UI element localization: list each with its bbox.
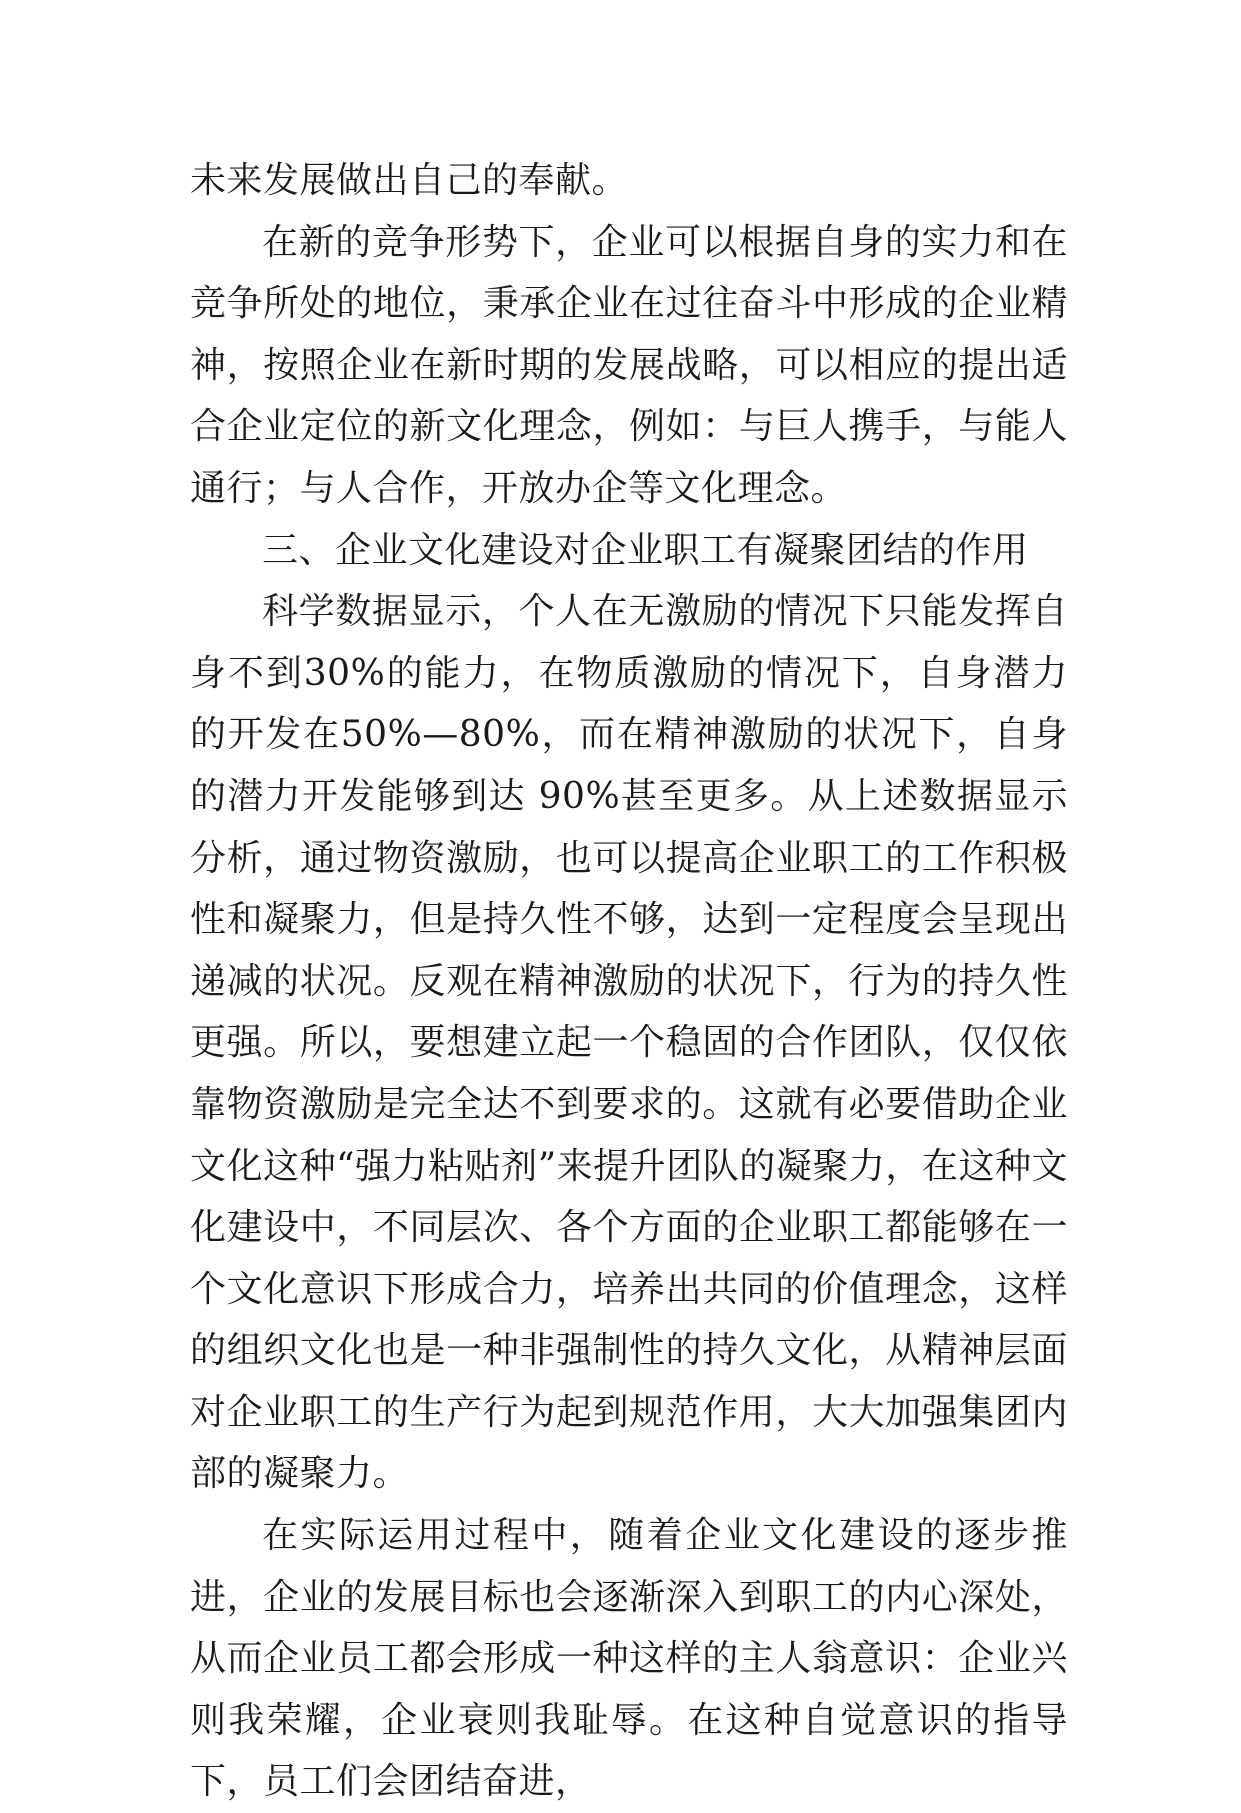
document-body: [190, 150, 1068, 1813]
paragraph-continuation: 未来发展做出自己的奉献。: [190, 160, 629, 201]
paragraph-competition: 在新的竞争形势下，企业可以根据自身的实力和在竞争所处的地位，秉承企业在过往奋斗中形成的企业精神，按照企业在新时期的发展战略，可以相应的提出适合企业定位的新文化理念，例如：与巨人携手，与能人通行；与人合作，开放办企等文化理念。: [190, 221, 1068, 509]
paragraph-motivation-data: 科学数据显示，个人在无激励的情况下只能发挥自身不到30%的能力，在物质激励的情况下，自身潜力的开发在50%—80%，而在精神激励的状况下，自身的潜力开发能够到达 90%甚至更多。从上述数据显示分析，通过物资激励，也可以提高企业职工的工作积极性和凝聚力，但是持久性不够，达到一定程度会呈现出递减的状况。反观在精神激励的状况下，行为的持久性更强。所以，要想建立起一个稳固的合作团队，仅仅依靠物资激励是完全达不到要求的。这就有必要借助企业文化这种“强力粘贴剂”来提升团队的凝聚力，在这种文化建设中，不同层次、各个方面的企业职工都能够在一个文化意识下形成合力，培养出共同的价值理念，这样的组织文化也是一种非强制性的持久文化，从精神层面对企业职工的生产行为起到规范作用，大大加强集团内部的凝聚力。: [190, 591, 1068, 1495]
section-heading-3: 三、企业文化建设对企业职工有凝聚团结的作用: [262, 529, 1029, 571]
paragraph-practical-application: 在实际运用过程中，随着企业文化建设的逐步推进，企业的发展目标也会逐渐深入到职工的内心深处，从而企业员工都会形成一种这样的主人翁意识：企业兴则我荣耀，企业衰则我耻辱。在这种自觉意识的指导下，员工们会团结奋进，: [190, 1515, 1068, 1803]
